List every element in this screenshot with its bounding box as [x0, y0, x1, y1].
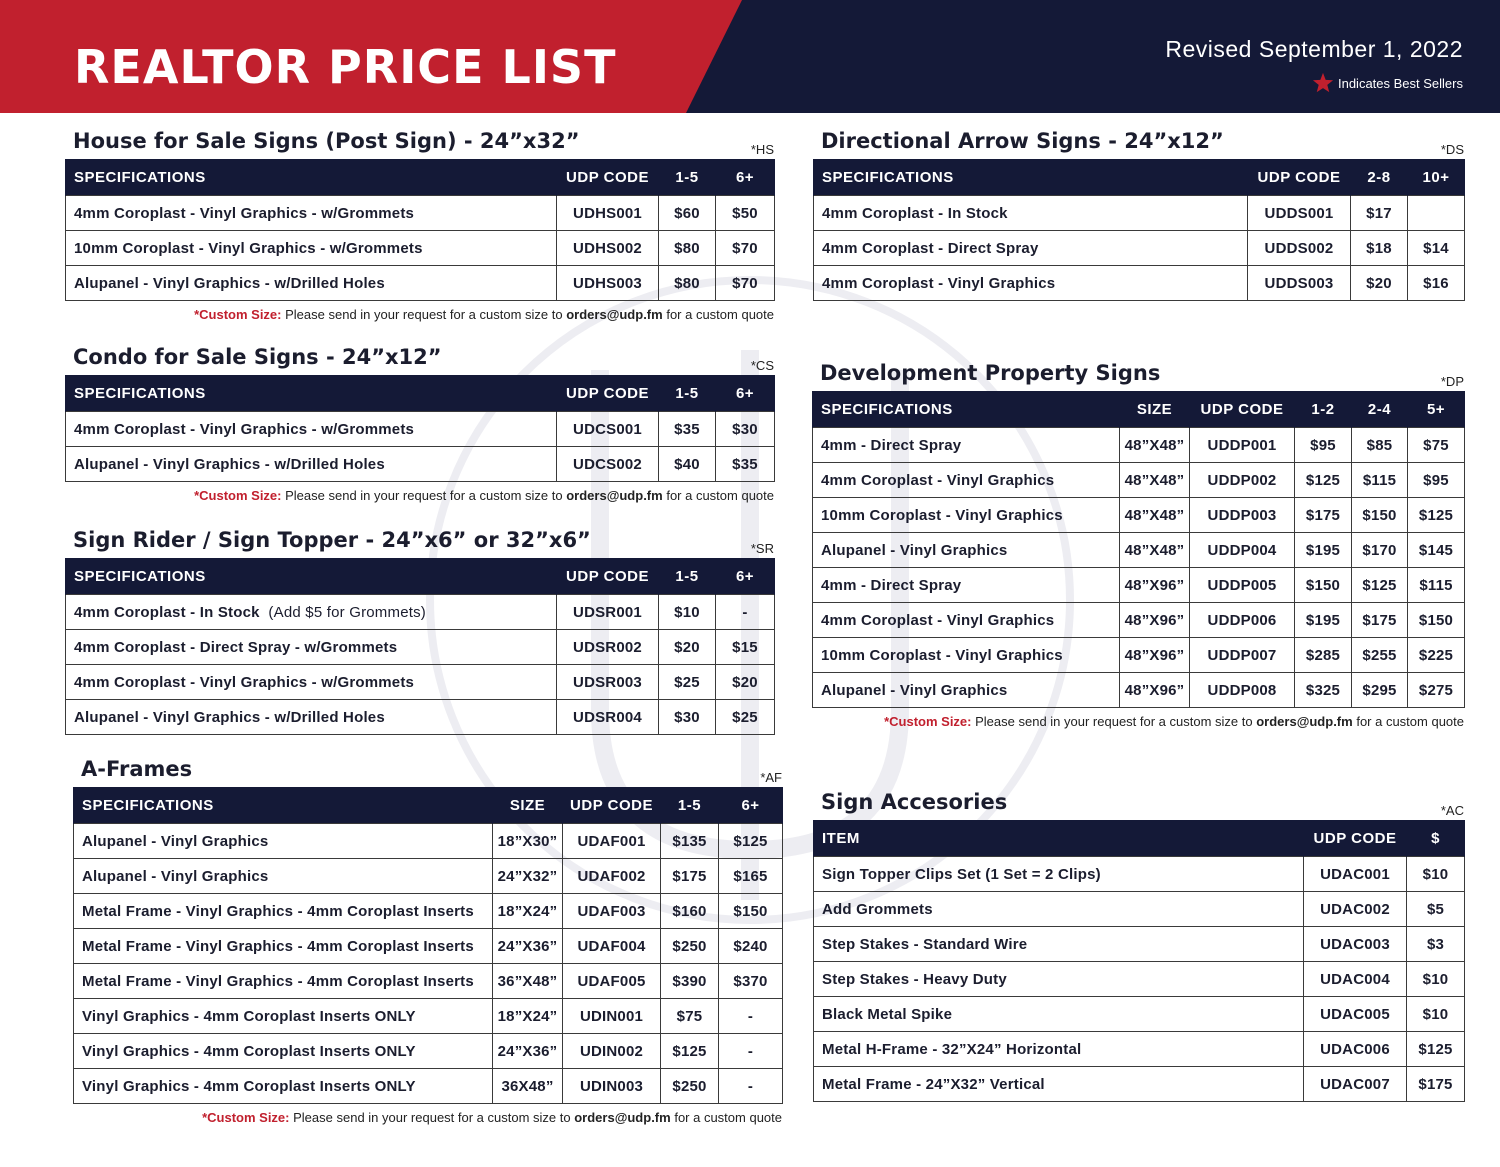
table-row — [74, 824, 783, 859]
price-cell: $14 — [1408, 231, 1465, 266]
code-cell: UDDP007 — [1190, 638, 1295, 673]
table-row — [74, 999, 783, 1034]
table-row — [813, 568, 1465, 603]
a-frames-section — [73, 750, 782, 1125]
price-cell — [1408, 196, 1465, 231]
price-cell: $15 — [716, 630, 775, 665]
code-cell: UDAC007 — [1304, 1067, 1407, 1102]
section-code: *DP — [1440, 374, 1464, 389]
item-cell: Sign Topper Clips Set (1 Set = 2 Clips) — [814, 857, 1304, 892]
spec-cell: 4mm - Direct Spray — [813, 428, 1120, 463]
a-frames-price-table — [73, 787, 783, 1104]
price-cell: $18 — [1351, 231, 1408, 266]
table-row — [814, 231, 1465, 266]
col-header: $ — [1407, 820, 1465, 857]
price-cell: $125 — [1352, 568, 1408, 603]
col-header: SPECIFICATIONS — [66, 159, 557, 196]
table-row — [813, 638, 1465, 673]
price-cell: $16 — [1408, 266, 1465, 301]
spec-cell — [66, 196, 557, 231]
spec-cell — [813, 638, 1120, 673]
spec-cell — [74, 824, 493, 859]
price-cell: $25 — [716, 700, 775, 735]
price-cell: $20 — [659, 630, 716, 665]
code-cell: UDIN003 — [563, 1069, 661, 1104]
spec-cell — [814, 231, 1248, 266]
table-row — [66, 266, 775, 301]
custom-size-note — [812, 714, 1464, 729]
price-cell: $125 — [1408, 498, 1465, 533]
price-cell: $165 — [719, 859, 783, 894]
price-cell: $195 — [1295, 533, 1352, 568]
note-text: Please send in your request for a custom size to — [293, 1110, 571, 1125]
note-text: for a custom quote — [666, 307, 774, 322]
revised-date: Revised September 1, 2022 — [1165, 36, 1463, 62]
note-label: *Custom Size: — [194, 307, 282, 322]
price-cell: - — [719, 1034, 783, 1069]
code-cell: UDIN001 — [563, 999, 661, 1034]
col-header: 5+ — [1408, 391, 1465, 428]
col-header: 2-8 — [1351, 159, 1408, 196]
page-title: REALTOR PRICE LIST — [74, 40, 617, 94]
price-cell: $175 — [1295, 498, 1352, 533]
price-cell: $175 — [1352, 603, 1408, 638]
note-label: *Custom Size: — [194, 488, 282, 503]
price-cell: $150 — [1352, 498, 1408, 533]
table-row — [66, 231, 775, 266]
spec-text: 4mm Coroplast - Vinyl Graphics — [822, 274, 1056, 292]
price-cell: $25 — [659, 665, 716, 700]
spec-cell — [814, 196, 1248, 231]
spec-cell: Vinyl Graphics - 4mm Coroplast Inserts ONLY — [74, 999, 493, 1034]
spec-text: 4mm Coroplast - Direct Spray — [822, 239, 1039, 257]
price-cell: $95 — [1408, 463, 1465, 498]
col-header: 1-5 — [661, 787, 719, 824]
item-cell: Step Stakes - Heavy Duty — [814, 962, 1304, 997]
price-cell: $35 — [716, 447, 775, 482]
size-cell: 48”X96” — [1120, 603, 1190, 638]
custom-size-note — [73, 1110, 782, 1125]
email-link[interactable]: orders@udp.fm — [566, 307, 663, 322]
note-text: for a custom quote — [1356, 714, 1464, 729]
size-cell: 24”X36” — [493, 1034, 563, 1069]
size-cell: 48”X96” — [1120, 673, 1190, 708]
price-cell: $150 — [1295, 568, 1352, 603]
size-cell: 36”X48” — [493, 964, 563, 999]
spec-text: 4mm Coroplast - Vinyl Graphics - w/Grommets — [74, 420, 415, 438]
spec-cell — [814, 266, 1248, 301]
email-link[interactable]: orders@udp.fm — [574, 1110, 671, 1125]
spec-cell: Metal Frame - Vinyl Graphics - 4mm Coroplast Inserts — [74, 894, 493, 929]
price-cell: $80 — [659, 266, 716, 301]
size-cell: 24”X36” — [493, 929, 563, 964]
price-cell: $125 — [1407, 1032, 1465, 1067]
col-header: SPECIFICATIONS — [74, 787, 493, 824]
price-cell: $295 — [1352, 673, 1408, 708]
house-signs-section — [65, 122, 774, 322]
price-cell: $85 — [1352, 428, 1408, 463]
code-cell: UDHS002 — [557, 231, 659, 266]
price-cell: $30 — [716, 412, 775, 447]
code-cell: UDDP002 — [1190, 463, 1295, 498]
code-cell: UDAC003 — [1304, 927, 1407, 962]
note-text: Please send in your request for a custom size to — [975, 714, 1253, 729]
table-row — [813, 463, 1465, 498]
code-cell: UDAF002 — [563, 859, 661, 894]
code-cell: UDAF005 — [563, 964, 661, 999]
spec-cell — [66, 447, 557, 482]
price-cell: - — [719, 1069, 783, 1104]
table-row — [66, 447, 775, 482]
item-cell: Metal Frame - 24”X32” Vertical — [814, 1067, 1304, 1102]
code-cell: UDAC002 — [1304, 892, 1407, 927]
col-header: SPECIFICATIONS — [813, 391, 1120, 428]
table-row — [74, 894, 783, 929]
section-code: *HS — [750, 142, 774, 157]
table-row — [66, 665, 775, 700]
spec-cell: Vinyl Graphics - 4mm Coroplast Inserts ONLY — [74, 1034, 493, 1069]
col-header: SPECIFICATIONS — [66, 558, 557, 595]
size-cell: 48”X96” — [1120, 568, 1190, 603]
price-cell: $145 — [1408, 533, 1465, 568]
price-cell: - — [716, 595, 775, 630]
code-cell: UDDP003 — [1190, 498, 1295, 533]
spec-cell: Metal Frame - Vinyl Graphics - 4mm Coroplast Inserts — [74, 964, 493, 999]
table-row — [814, 1032, 1465, 1067]
spec-text: 4mm Coroplast - Direct Spray - w/Grommets — [74, 638, 398, 656]
code-cell: UDDS002 — [1248, 231, 1351, 266]
size-cell: 18”X24” — [493, 999, 563, 1034]
spec-cell — [66, 665, 557, 700]
size-cell: 48”X48” — [1120, 463, 1190, 498]
spec-text: 4mm Coroplast - In Stock — [822, 204, 1008, 222]
price-cell: $370 — [719, 964, 783, 999]
accessories-price-table — [813, 820, 1465, 1102]
table-row — [813, 533, 1465, 568]
code-cell: UDDP004 — [1190, 533, 1295, 568]
col-header: ITEM — [814, 820, 1304, 857]
price-cell: $175 — [661, 859, 719, 894]
spec-extra: (Add $5 for Grommets) — [268, 603, 426, 621]
price-cell: $255 — [1352, 638, 1408, 673]
price-cell: $125 — [719, 824, 783, 859]
spec-cell: Metal Frame - Vinyl Graphics - 4mm Coroplast Inserts — [74, 929, 493, 964]
price-cell: $115 — [1408, 568, 1465, 603]
col-header: SIZE — [1120, 391, 1190, 428]
col-header: 1-5 — [659, 375, 716, 412]
price-cell: $20 — [716, 665, 775, 700]
price-cell: $35 — [659, 412, 716, 447]
code-cell: UDAC006 — [1304, 1032, 1407, 1067]
col-header: 1-5 — [659, 159, 716, 196]
price-cell: $40 — [659, 447, 716, 482]
note-text: for a custom quote — [674, 1110, 782, 1125]
price-cell: $175 — [1407, 1067, 1465, 1102]
spec-cell: Alupanel - Vinyl Graphics — [813, 533, 1120, 568]
table-row — [74, 1069, 783, 1104]
col-header: 6+ — [716, 159, 775, 196]
col-header: SIZE — [493, 787, 563, 824]
spec-text: Alupanel - Vinyl Graphics - w/Drilled Holes — [74, 455, 385, 473]
price-cell: $115 — [1352, 463, 1408, 498]
code-cell: UDAC001 — [1304, 857, 1407, 892]
code-cell: UDSR003 — [557, 665, 659, 700]
price-cell: $150 — [1408, 603, 1465, 638]
size-cell: 24”X32” — [493, 859, 563, 894]
table-row — [814, 927, 1465, 962]
table-row — [813, 603, 1465, 638]
item-cell: Step Stakes - Standard Wire — [814, 927, 1304, 962]
custom-size-note — [65, 488, 774, 503]
price-cell: $75 — [661, 999, 719, 1034]
price-cell: $250 — [661, 929, 719, 964]
note-text: Please send in your request for a custom size to — [285, 307, 563, 322]
table-row — [814, 196, 1465, 231]
spec-cell: Alupanel - Vinyl Graphics — [74, 859, 493, 894]
spec-cell — [66, 595, 557, 630]
development-price-table — [812, 391, 1465, 708]
price-cell: $135 — [661, 824, 719, 859]
code-cell: UDCS001 — [557, 412, 659, 447]
price-cell: $80 — [659, 231, 716, 266]
sign-rider-section — [65, 521, 774, 735]
code-cell: UDSR002 — [557, 630, 659, 665]
spec-cell — [66, 231, 557, 266]
note-text: for a custom quote — [666, 488, 774, 503]
code-cell: UDAC005 — [1304, 997, 1407, 1032]
spec-cell: Vinyl Graphics - 4mm Coroplast Inserts ONLY — [74, 1069, 493, 1104]
section-title: A-Frames — [81, 757, 193, 781]
table-row — [813, 498, 1465, 533]
price-cell: $170 — [1352, 533, 1408, 568]
code-cell: UDCS002 — [557, 447, 659, 482]
spec-cell — [66, 412, 557, 447]
section-code: *DS — [1440, 142, 1464, 157]
spec-text: 10mm Coroplast - Vinyl Graphics — [821, 646, 1063, 664]
spec-cell: 10mm Coroplast - Vinyl Graphics — [813, 498, 1120, 533]
col-header: 1-2 — [1295, 391, 1352, 428]
table-row — [814, 962, 1465, 997]
note-text: Please send in your request for a custom size to — [285, 488, 563, 503]
price-cell: $3 — [1407, 927, 1465, 962]
spec-text: Alupanel - Vinyl Graphics - w/Drilled Holes — [74, 274, 385, 292]
accessories-section — [813, 783, 1464, 1102]
section-code: *CS — [750, 358, 774, 373]
item-cell: Metal H-Frame - 32”X24” Horizontal — [814, 1032, 1304, 1067]
house-price-table — [65, 159, 775, 301]
spec-cell: 4mm - Direct Spray — [813, 568, 1120, 603]
price-cell: $195 — [1295, 603, 1352, 638]
price-cell: $20 — [1351, 266, 1408, 301]
price-cell: $275 — [1408, 673, 1465, 708]
section-code: *SR — [750, 541, 774, 556]
code-cell: UDSR001 — [557, 595, 659, 630]
code-cell: UDAF004 — [563, 929, 661, 964]
price-cell: $17 — [1351, 196, 1408, 231]
code-cell: UDAF001 — [563, 824, 661, 859]
price-cell: $150 — [719, 894, 783, 929]
spec-cell: 4mm Coroplast - Vinyl Graphics — [813, 603, 1120, 638]
price-cell: $325 — [1295, 673, 1352, 708]
code-cell: UDDP001 — [1190, 428, 1295, 463]
item-cell: Black Metal Spike — [814, 997, 1304, 1032]
size-cell: 48”X48” — [1120, 533, 1190, 568]
size-cell: 48”X48” — [1120, 428, 1190, 463]
price-cell: $225 — [1408, 638, 1465, 673]
email-link[interactable]: orders@udp.fm — [566, 488, 663, 503]
spec-text: 4mm Coroplast - Vinyl Graphics - w/Grommets — [74, 204, 415, 222]
table-row — [66, 196, 775, 231]
section-title: Sign Rider / Sign Topper - 24”x6” or 32”x6” — [73, 528, 591, 552]
section-title: House for Sale Signs (Post Sign) - 24”x32” — [73, 129, 580, 153]
table-row — [813, 673, 1465, 708]
price-cell: $70 — [716, 266, 775, 301]
price-cell: $50 — [716, 196, 775, 231]
section-title: Directional Arrow Signs - 24”x12” — [821, 129, 1224, 153]
code-cell: UDHS003 — [557, 266, 659, 301]
table-row — [74, 859, 783, 894]
col-header: 2-4 — [1352, 391, 1408, 428]
code-cell: UDSR004 — [557, 700, 659, 735]
spec-text: 10mm Coroplast - Vinyl Graphics - w/Grommets — [74, 239, 423, 257]
spec-cell — [66, 700, 557, 735]
condo-price-table — [65, 375, 775, 482]
table-row — [66, 700, 775, 735]
condo-signs-section — [65, 338, 774, 503]
section-code: *AC — [1440, 803, 1464, 818]
col-header: 1-5 — [659, 558, 716, 595]
note-label: *Custom Size: — [884, 714, 972, 729]
code-cell: UDDP006 — [1190, 603, 1295, 638]
code-cell: UDDP005 — [1190, 568, 1295, 603]
col-header: SPECIFICATIONS — [814, 159, 1248, 196]
table-row — [813, 428, 1465, 463]
section-title: Development Property Signs — [820, 361, 1161, 385]
section-code: *AF — [760, 770, 782, 785]
col-header: UDP CODE — [563, 787, 661, 824]
development-signs-section — [812, 354, 1464, 729]
code-cell: UDAC004 — [1304, 962, 1407, 997]
spec-text: Alupanel - Vinyl Graphics — [82, 832, 269, 850]
custom-size-note — [65, 307, 774, 322]
spec-text: Alupanel - Vinyl Graphics - w/Drilled Holes — [74, 708, 385, 726]
price-cell: $5 — [1407, 892, 1465, 927]
code-cell: UDDS001 — [1248, 196, 1351, 231]
col-header: UDP CODE — [557, 159, 659, 196]
size-cell: 48”X96” — [1120, 638, 1190, 673]
table-row — [66, 595, 775, 630]
section-title: Condo for Sale Signs - 24”x12” — [73, 345, 442, 369]
item-cell: Add Grommets — [814, 892, 1304, 927]
col-header: 10+ — [1408, 159, 1465, 196]
table-row — [66, 630, 775, 665]
col-header: UDP CODE — [1248, 159, 1351, 196]
price-cell: $125 — [1295, 463, 1352, 498]
size-cell: 18”X24” — [493, 894, 563, 929]
table-row — [814, 266, 1465, 301]
email-link[interactable]: orders@udp.fm — [1256, 714, 1353, 729]
spec-cell — [66, 266, 557, 301]
section-title: Sign Accesories — [821, 790, 1008, 814]
table-row — [74, 964, 783, 999]
table-row — [74, 929, 783, 964]
price-cell: $390 — [661, 964, 719, 999]
col-header: UDP CODE — [1190, 391, 1295, 428]
price-cell: $10 — [1407, 997, 1465, 1032]
price-cell: $250 — [661, 1069, 719, 1104]
table-row — [814, 997, 1465, 1032]
col-header: 6+ — [716, 558, 775, 595]
directional-price-table — [813, 159, 1465, 301]
price-cell: - — [719, 999, 783, 1034]
price-cell: $75 — [1408, 428, 1465, 463]
table-row — [814, 892, 1465, 927]
col-header: SPECIFICATIONS — [66, 375, 557, 412]
col-header: UDP CODE — [1304, 820, 1407, 857]
price-cell: $160 — [661, 894, 719, 929]
note-label: *Custom Size: — [202, 1110, 290, 1125]
table-row — [74, 1034, 783, 1069]
code-cell: UDHS001 — [557, 196, 659, 231]
col-header: 6+ — [716, 375, 775, 412]
size-cell: 36X48” — [493, 1069, 563, 1104]
star-icon — [1312, 72, 1334, 94]
code-cell: UDDP008 — [1190, 673, 1295, 708]
price-cell: $60 — [659, 196, 716, 231]
price-cell: $125 — [661, 1034, 719, 1069]
code-cell: UDIN002 — [563, 1034, 661, 1069]
spec-text: 4mm Coroplast - Vinyl Graphics - w/Grommets — [74, 673, 415, 691]
price-cell: $10 — [659, 595, 716, 630]
size-cell: 18”X30” — [493, 824, 563, 859]
col-header: UDP CODE — [557, 558, 659, 595]
legend-text: Indicates Best Sellers — [1337, 75, 1463, 91]
code-cell: UDAF003 — [563, 894, 661, 929]
price-cell: $10 — [1407, 962, 1465, 997]
price-cell: $285 — [1295, 638, 1352, 673]
spec-text: 4mm Coroplast - In Stock — [74, 603, 260, 621]
price-cell: $240 — [719, 929, 783, 964]
col-header: UDP CODE — [557, 375, 659, 412]
directional-signs-section — [813, 122, 1464, 301]
price-cell: $70 — [716, 231, 775, 266]
size-cell: 48”X48” — [1120, 498, 1190, 533]
spec-cell: Alupanel - Vinyl Graphics — [813, 673, 1120, 708]
code-cell: UDDS003 — [1248, 266, 1351, 301]
price-cell: $30 — [659, 700, 716, 735]
table-row — [814, 1067, 1465, 1102]
best-seller-legend — [1312, 73, 1463, 93]
price-cell: $95 — [1295, 428, 1352, 463]
table-row — [814, 857, 1465, 892]
spec-cell: 4mm Coroplast - Vinyl Graphics — [813, 463, 1120, 498]
col-header: 6+ — [719, 787, 783, 824]
table-row — [66, 412, 775, 447]
rider-price-table — [65, 558, 775, 735]
spec-cell — [66, 630, 557, 665]
price-cell: $10 — [1407, 857, 1465, 892]
